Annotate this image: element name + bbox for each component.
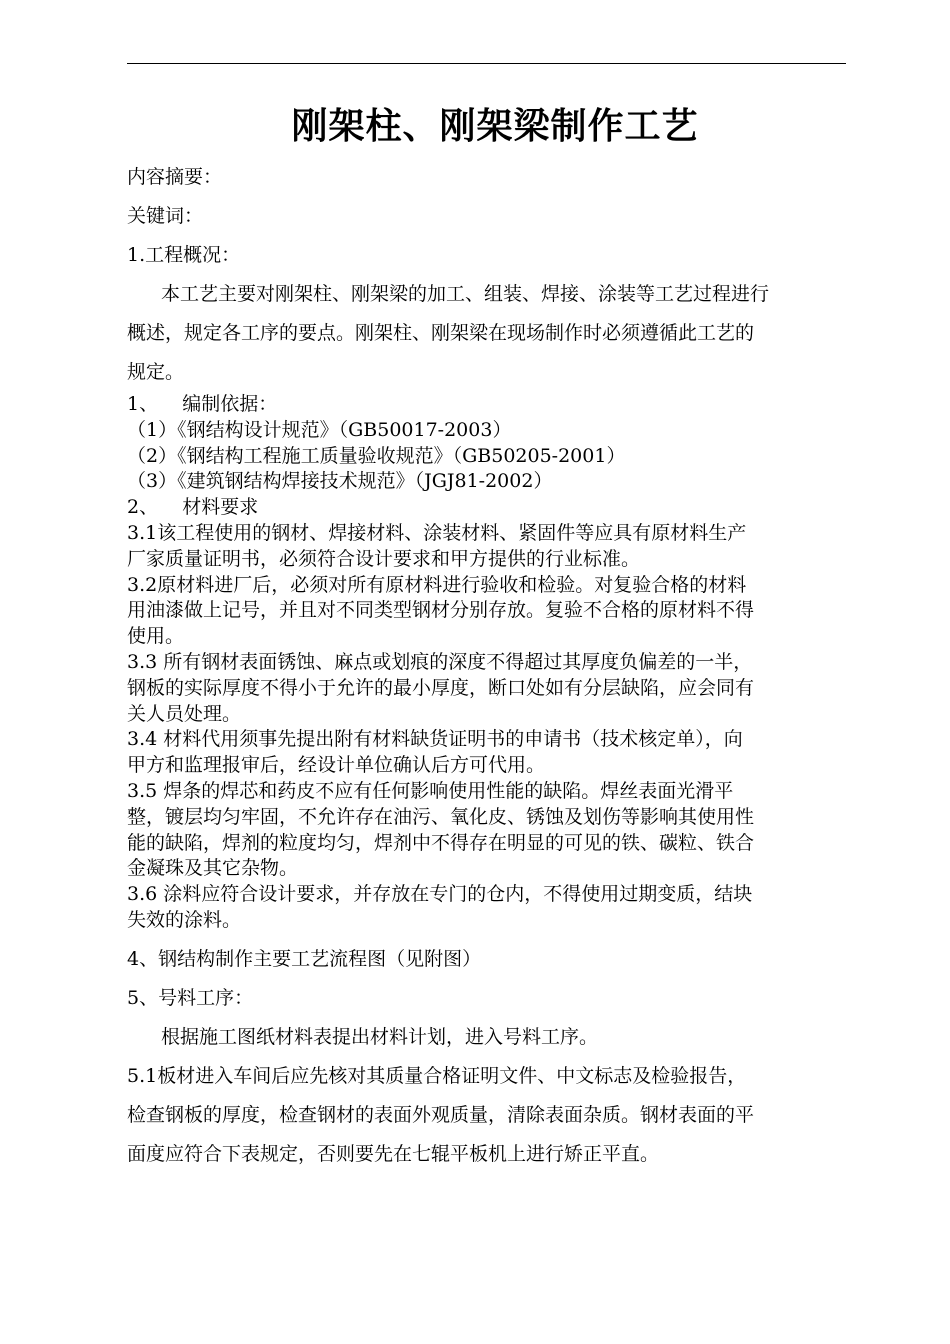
- overview-line: 概述，规定各工序的要点。刚架柱、刚架梁在现场制作时必须遵循此工艺的: [127, 322, 755, 344]
- basis-item: （1）《钢结构设计规范》（GB50017-2003）: [127, 418, 512, 441]
- section-5-heading: 5、号料工序：: [127, 986, 254, 1009]
- materials-line: 金凝珠及其它杂物。: [127, 857, 299, 880]
- basis-item: （3）《建筑钢结构焊接技术规范》（JGJ81-2002）: [127, 470, 553, 493]
- materials-line: 3.3 所有钢材表面锈蚀、麻点或划痕的深度不得超过其厚度负偏差的一半，: [127, 650, 753, 673]
- materials-line: 使用。: [127, 625, 185, 648]
- materials-section: [127, 521, 849, 934]
- materials-line: 能的缺陷，焊剂的粒度均匀，焊剂中不得存在明显的可见的铁、碳粒、铁合: [127, 831, 755, 854]
- materials-heading: 2、 材料要求: [127, 496, 259, 519]
- materials-line: 3.6 涂料应符合设计要求，并存放在专门的仓内，不得使用过期变质，结块: [127, 883, 753, 906]
- header-rule: [127, 63, 846, 64]
- document-body: [127, 96, 849, 1174]
- section-5-1-line: 面度应符合下表规定，否则要先在七辊平板机上进行矫正平直。: [127, 1142, 660, 1165]
- section-1-heading: 1.工程概况：: [127, 244, 241, 266]
- materials-line: 3.2原材料进厂后，必须对所有原材料进行验收和检验。对复验合格的材料: [127, 573, 747, 596]
- overview-paragraph: [127, 275, 849, 392]
- materials-line: 钢板的实际厚度不得小于允许的最小厚度，断口处如有分层缺陷，应会同有: [127, 676, 755, 699]
- materials-line: 厂家质量证明书，必须符合设计要求和甲方提供的行业标准。: [127, 547, 641, 570]
- overview-line: 规定。: [127, 361, 185, 383]
- section-5-1-paragraph: [127, 1057, 849, 1174]
- materials-line: 失效的涂料。: [127, 908, 242, 931]
- materials-line: 整，镀层均匀牢固，不允许存在油污、氧化皮、锈蚀及划伤等影响其使用性: [127, 805, 755, 828]
- section-5-intro: 根据施工图纸材料表提出材料计划，进入号料工序。: [161, 1025, 599, 1048]
- abstract-label: 内容摘要：: [127, 166, 223, 188]
- section-4-heading: 4、钢结构制作主要工艺流程图（见附图）: [127, 947, 482, 970]
- basis-heading: 1、 编制依据：: [127, 393, 278, 415]
- materials-line: 3.1该工程使用的钢材、焊接材料、涂装材料、紧固件等应具有原材料生产: [127, 521, 747, 544]
- document-title: 刚架柱、刚架梁制作工艺: [291, 106, 699, 147]
- materials-line: 3.5 焊条的焊芯和药皮不应有任何影响使用性能的缺陷。焊丝表面光滑平: [127, 779, 734, 802]
- keywords-label: 关键词：: [127, 205, 204, 227]
- overview-line: 本工艺主要对刚架柱、刚架梁的加工、组装、焊接、涂装等工艺过程进行: [161, 283, 770, 305]
- section-5-1-line: 5.1板材进入车间后应先核对其质量合格证明文件、中文标志及检验报告，: [127, 1064, 747, 1087]
- materials-line: 关人员处理。: [127, 702, 242, 725]
- section-5-1-line: 检查钢板的厚度，检查钢材的表面外观质量，清除表面杂质。钢材表面的平: [127, 1103, 755, 1126]
- materials-line: 3.4 材料代用须事先提出附有材料缺货证明书的申请书（技术核定单），向: [127, 728, 743, 751]
- materials-line: 用油漆做上记号，并且对不同类型钢材分别存放。复验不合格的原材料不得: [127, 599, 755, 622]
- basis-item: （2）《钢结构工程施工质量验收规范》（GB50205-2001）: [127, 444, 626, 467]
- basis-section: [127, 392, 849, 521]
- materials-line: 甲方和监理报审后，经设计单位确认后方可代用。: [127, 754, 546, 777]
